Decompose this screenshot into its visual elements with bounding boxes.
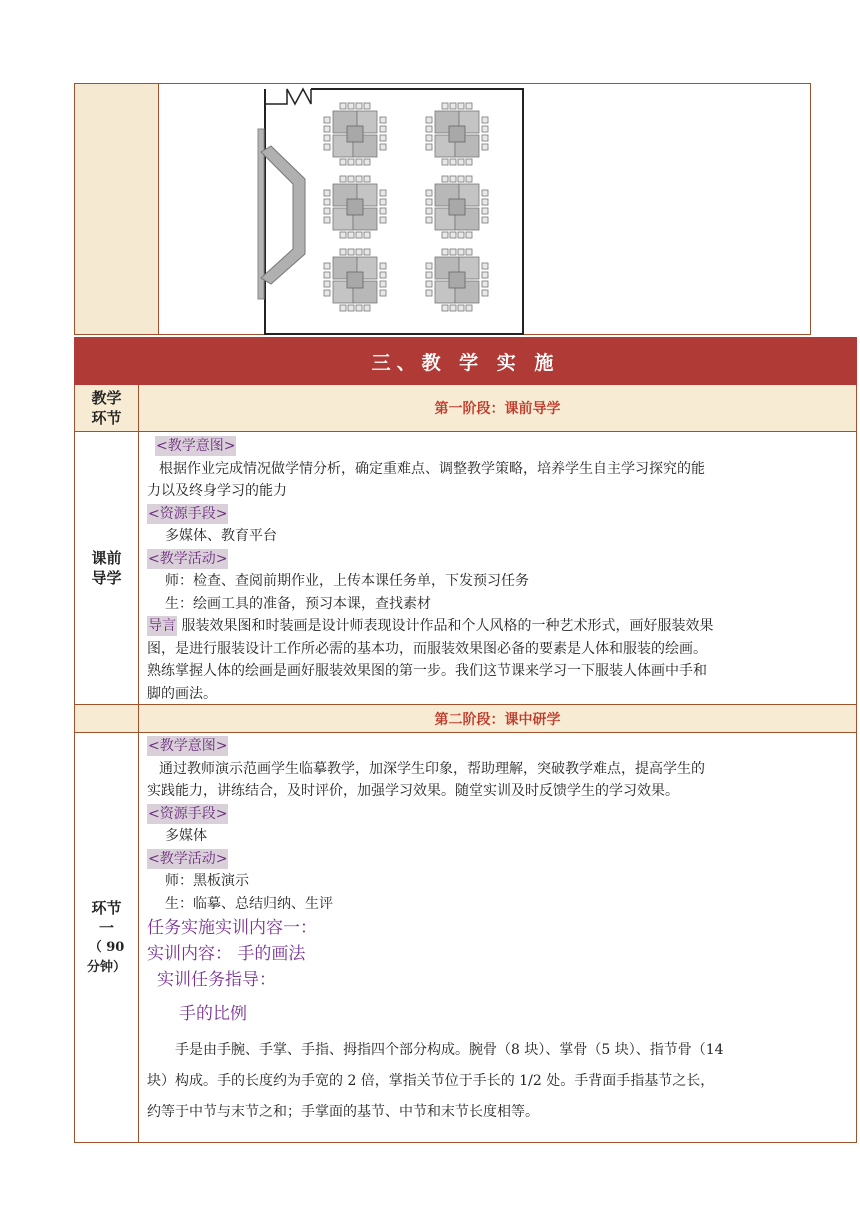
intent-text-line: 实践能力，讲练结合，及时评价，加强学习效果。随堂实训及时反馈学生的学习效果。 [147,783,679,799]
hand-ratio-paragraph-line: 块）构成。手的长度约为手宽的 2 倍，掌指关节位于手长的 1/2 处。手背面手指基节之长， [147,1073,715,1089]
desk-cluster [426,103,488,165]
session-label-line: 环节 [91,898,122,917]
hand-ratio-title: 手的比例 [179,1004,247,1024]
intent-text-line: 力以及终身学习的能力 [147,483,287,499]
activity-tag: <教学活动> [148,850,228,867]
desk-cluster [324,176,386,238]
resource-tag: <资源手段> [148,805,228,822]
task-content: 实训内容： 手的画法 [147,944,306,964]
intent-text-line: 通过教师演示范画学生临摹教学，加深学生印象，帮助理解，突破教学难点，提高学生的 [159,760,705,777]
session-label-line: 一 [98,918,114,937]
desk-cluster [324,249,386,311]
task-guide: 实训任务指导： [157,970,276,990]
stage-column-label [75,385,139,431]
resource-tag: <资源手段> [148,505,228,522]
pre-class-content [139,432,856,707]
stage-one-row [74,385,857,432]
session-one-content [139,733,856,1144]
desk-cluster [324,103,386,165]
teacher-desk [261,146,305,284]
stage-two-row [74,705,857,733]
activity-student: 生：绘画工具的准备，预习本课，查找素材 [165,595,431,612]
hand-ratio-paragraph-line: 约等于中节与末节之和；手掌面的基节、中节和末节长度相等。 [147,1104,539,1120]
activity-teacher: 师：检查、查阅前期作业，上传本课任务单，下发预习任务 [165,573,529,589]
activity-tag: <教学活动> [148,550,228,567]
activity-teacher: 师：黑板演示 [165,873,249,889]
stage-two-title-text: 第二阶段：课中研学 [434,711,561,728]
stage-two-title [139,705,856,732]
session-label-line: 分钟） [86,959,126,975]
intent-text-line: 根据作业完成情况做学情分析，确定重难点、调整教学策略，培养学生自主学习探究的能 [159,460,705,477]
intent-tag: <教学意图> [156,438,236,454]
intro-tag: 导言 [148,618,176,634]
desk-cluster [426,176,488,238]
session-label-line: （ 90 [88,939,125,955]
resource-text: 多媒体 [165,828,207,844]
intro-line: 图，是进行服装设计工作所必需的基本功，而服装效果图必备的要素是人体和服装的绘画。 [147,640,707,657]
pre-class-row [74,432,857,705]
hand-ratio-paragraph-line: 手是由手腕、手掌、手指、拇指四个部分构成。腕骨（8 块）、掌骨（5 块）、指节骨（14 [175,1042,724,1058]
classroom-layout-diagram [235,84,615,336]
intro-line: 服装效果图和时装画是设计师表现设计作品和个人风格的一种艺术形式，画好服装效果 [181,618,714,634]
session-one-row [74,733,857,1143]
section-title: 三、教 学 实 施 [74,337,857,385]
task-title: 任务实施实训内容一： [147,918,317,938]
pre-class-label-text: 课前导学 [91,549,122,587]
resource-text: 多媒体、教育平台 [165,528,277,544]
desk-cluster [426,249,488,311]
classroom-layout-table [74,83,811,335]
stage-one-title-text: 第一阶段：课前导学 [434,401,561,417]
layout-label-cell [75,84,159,334]
pre-class-label [75,432,139,704]
session-one-label [75,733,139,1142]
intro-line: 脚的画法。 [147,685,217,702]
activity-student: 生：临摹、总结归纳、生评 [165,895,333,912]
intent-tag: <教学意图> [148,738,228,754]
stage-two-label-cell [75,705,139,732]
stage-one-title [139,385,856,431]
intro-line: 熟练掌握人体的绘画是画好服装效果图的第一步。我们这节课来学习一下服装人体画中手和 [147,663,707,679]
stage-column-label-text: 教学环节 [91,389,122,427]
